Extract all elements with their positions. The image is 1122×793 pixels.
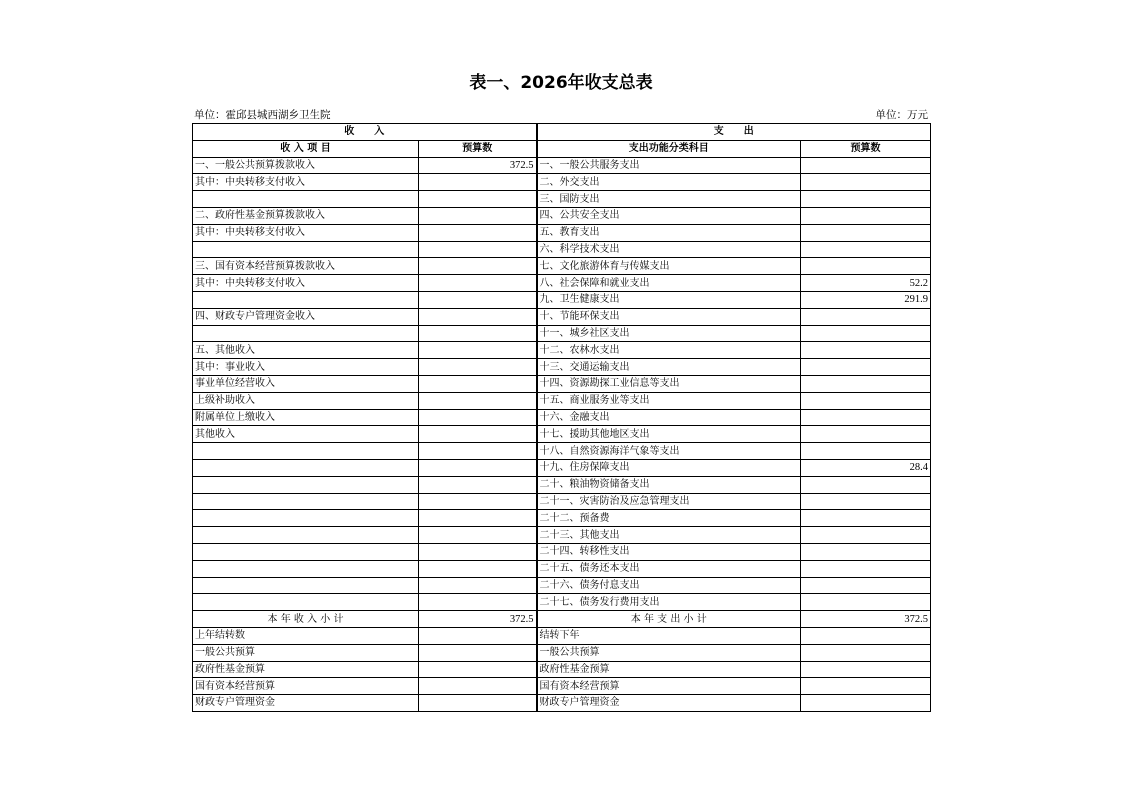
carry-row <box>193 678 931 695</box>
income-item-cell: 五、其他收入 <box>193 342 419 359</box>
expense-amount-cell <box>801 207 931 224</box>
table-row <box>193 493 931 510</box>
expense-item-cell: 三、国防支出 <box>537 191 801 208</box>
income-item-cell: 事业单位经营收入 <box>193 375 419 392</box>
table-row <box>193 443 931 460</box>
carry-income-cell: 一般公共预算 <box>193 644 419 661</box>
expense-item-cell: 二十七、债务发行费用支出 <box>537 594 801 611</box>
expense-item-cell: 二、外交支出 <box>537 174 801 191</box>
carry-row <box>193 695 931 712</box>
budget-table <box>192 123 931 712</box>
expense-item-cell: 十六、金融支出 <box>537 409 801 426</box>
carry-expense-cell: 国有资本经营预算 <box>537 678 801 695</box>
income-amount-header: 预算数 <box>419 140 537 157</box>
carry-expense-amount-cell <box>801 678 931 695</box>
page-title: 表一、2026年收支总表 <box>469 73 653 93</box>
expense-item-cell: 十、节能环保支出 <box>537 308 801 325</box>
income-item-cell <box>193 459 419 476</box>
table-row <box>193 308 931 325</box>
expense-item-cell: 七、文化旅游体育与传媒支出 <box>537 258 801 275</box>
unit-label-right: 单位：万元 <box>875 109 928 121</box>
expense-item-cell: 十八、自然资源海洋气象等支出 <box>537 443 801 460</box>
income-amount-cell <box>419 308 537 325</box>
income-amount-cell: 372.5 <box>419 157 537 174</box>
income-item-cell: 其中：中央转移支付收入 <box>193 174 419 191</box>
table-row <box>193 375 931 392</box>
income-item-cell <box>193 510 419 527</box>
table-row <box>193 476 931 493</box>
income-amount-cell <box>419 543 537 560</box>
expense-amount-cell <box>801 426 931 443</box>
income-item-cell: 三、国有资本经营预算拨款收入 <box>193 258 419 275</box>
income-item-cell <box>193 594 419 611</box>
carry-row <box>193 661 931 678</box>
expense-amount-cell: 28.4 <box>801 459 931 476</box>
income-item-cell <box>193 241 419 258</box>
expense-item-cell: 一、一般公共服务支出 <box>537 157 801 174</box>
unit-label-left: 单位：霍邱县城西湖乡卫生院 <box>194 109 331 121</box>
income-item-cell <box>193 577 419 594</box>
income-amount-cell <box>419 594 537 611</box>
expense-item-cell: 二十二、预备费 <box>537 510 801 527</box>
income-amount-cell <box>419 275 537 292</box>
expense-item-cell: 十一、城乡社区支出 <box>537 325 801 342</box>
income-amount-cell <box>419 375 537 392</box>
expense-amount-header: 预算数 <box>801 140 931 157</box>
expense-amount-cell <box>801 594 931 611</box>
expense-item-cell: 十九、住房保障支出 <box>537 459 801 476</box>
expense-amount-cell <box>801 258 931 275</box>
carry-expense-cell: 财政专户管理资金 <box>537 695 801 712</box>
income-amount-cell <box>419 510 537 527</box>
expense-amount-cell <box>801 241 931 258</box>
carry-expense-cell: 一般公共预算 <box>537 644 801 661</box>
expense-amount-cell <box>801 510 931 527</box>
income-amount-cell <box>419 342 537 359</box>
income-item-cell: 二、政府性基金预算拨款收入 <box>193 207 419 224</box>
carry-expense-amount-cell <box>801 661 931 678</box>
table-row <box>193 359 931 376</box>
expense-item-cell: 二十三、其他支出 <box>537 527 801 544</box>
expense-item-cell: 十四、资源勘探工业信息等支出 <box>537 375 801 392</box>
expense-item-cell: 二十六、债务付息支出 <box>537 577 801 594</box>
carry-expense-cell: 结转下年 <box>537 627 801 644</box>
expense-item-cell: 九、卫生健康支出 <box>537 291 801 308</box>
income-amount-cell <box>419 443 537 460</box>
expense-item-header: 支出功能分类科目 <box>537 140 801 157</box>
expense-amount-cell <box>801 476 931 493</box>
expense-amount-cell <box>801 392 931 409</box>
expense-subtotal-label: 本 年 支 出 小 计 <box>537 611 801 628</box>
income-item-cell: 其中：中央转移支付收入 <box>193 224 419 241</box>
table-row <box>193 241 931 258</box>
income-amount-cell <box>419 577 537 594</box>
income-item-cell <box>193 291 419 308</box>
carry-row <box>193 644 931 661</box>
carry-income-amount-cell <box>419 695 537 712</box>
income-item-cell: 附属单位上缴收入 <box>193 409 419 426</box>
income-item-cell <box>193 476 419 493</box>
expense-item-cell: 八、社会保障和就业支出 <box>537 275 801 292</box>
income-amount-cell <box>419 224 537 241</box>
table-row <box>193 224 931 241</box>
expense-amount-cell <box>801 342 931 359</box>
expense-item-cell: 六、科学技术支出 <box>537 241 801 258</box>
expense-amount-cell <box>801 325 931 342</box>
expense-amount-cell <box>801 375 931 392</box>
income-item-cell <box>193 543 419 560</box>
header-row-group <box>193 124 931 141</box>
table-row <box>193 157 931 174</box>
table-row <box>193 510 931 527</box>
table-row <box>193 543 931 560</box>
expense-subtotal-amount: 372.5 <box>801 611 931 628</box>
expense-amount-cell <box>801 224 931 241</box>
carry-expense-amount-cell <box>801 627 931 644</box>
income-subtotal-label: 本 年 收 入 小 计 <box>193 611 419 628</box>
income-amount-cell <box>419 191 537 208</box>
table-row <box>193 459 931 476</box>
table-row <box>193 275 931 292</box>
table-row <box>193 577 931 594</box>
income-amount-cell <box>419 560 537 577</box>
income-item-cell: 上级补助收入 <box>193 392 419 409</box>
income-item-cell: 四、财政专户管理资金收入 <box>193 308 419 325</box>
income-amount-cell <box>419 459 537 476</box>
carry-income-cell: 上年结转数 <box>193 627 419 644</box>
income-amount-cell <box>419 241 537 258</box>
header-row-columns <box>193 140 931 157</box>
table-row <box>193 191 931 208</box>
expense-item-cell: 四、公共安全支出 <box>537 207 801 224</box>
expense-amount-cell <box>801 359 931 376</box>
carry-income-amount-cell <box>419 678 537 695</box>
income-item-cell <box>193 560 419 577</box>
income-item-cell: 其他收入 <box>193 426 419 443</box>
income-amount-cell <box>419 258 537 275</box>
income-amount-cell <box>419 291 537 308</box>
table-row <box>193 409 931 426</box>
table-body <box>193 157 931 711</box>
expense-amount-cell <box>801 527 931 544</box>
income-subtotal-amount: 372.5 <box>419 611 537 628</box>
income-amount-cell <box>419 359 537 376</box>
income-amount-cell <box>419 207 537 224</box>
expense-header: 支 出 <box>537 124 931 141</box>
income-item-cell <box>193 493 419 510</box>
expense-amount-cell <box>801 308 931 325</box>
expense-amount-cell <box>801 493 931 510</box>
expense-amount-cell <box>801 174 931 191</box>
income-amount-cell <box>419 409 537 426</box>
table-row <box>193 560 931 577</box>
expense-item-cell: 二十五、债务还本支出 <box>537 560 801 577</box>
income-item-cell <box>193 191 419 208</box>
expense-item-cell: 五、教育支出 <box>537 224 801 241</box>
carry-income-cell: 国有资本经营预算 <box>193 678 419 695</box>
carry-income-amount-cell <box>419 627 537 644</box>
expense-amount-cell <box>801 157 931 174</box>
table-row <box>193 291 931 308</box>
income-item-cell <box>193 443 419 460</box>
expense-amount-cell: 291.9 <box>801 291 931 308</box>
expense-amount-cell <box>801 191 931 208</box>
income-header: 收 入 <box>193 124 537 141</box>
expense-amount-cell <box>801 443 931 460</box>
table-row <box>193 342 931 359</box>
income-amount-cell <box>419 426 537 443</box>
subtotal-row <box>193 611 931 628</box>
carry-income-amount-cell <box>419 661 537 678</box>
expense-amount-cell <box>801 409 931 426</box>
carry-expense-amount-cell <box>801 695 931 712</box>
table-row <box>193 392 931 409</box>
table-row <box>193 258 931 275</box>
expense-item-cell: 十七、援助其他地区支出 <box>537 426 801 443</box>
expense-amount-cell <box>801 543 931 560</box>
expense-item-cell: 二十、粮油物资储备支出 <box>537 476 801 493</box>
income-item-cell: 其中：事业收入 <box>193 359 419 376</box>
expense-item-cell: 二十一、灾害防治及应急管理支出 <box>537 493 801 510</box>
income-item-header: 收 入 项 目 <box>193 140 419 157</box>
carry-row <box>193 627 931 644</box>
table-row <box>193 426 931 443</box>
income-item-cell <box>193 527 419 544</box>
carry-income-cell: 政府性基金预算 <box>193 661 419 678</box>
table-row <box>193 174 931 191</box>
income-amount-cell <box>419 476 537 493</box>
expense-amount-cell <box>801 560 931 577</box>
table-row <box>193 325 931 342</box>
income-amount-cell <box>419 174 537 191</box>
expense-amount-cell: 52.2 <box>801 275 931 292</box>
expense-item-cell: 二十四、转移性支出 <box>537 543 801 560</box>
expense-item-cell: 十二、农林水支出 <box>537 342 801 359</box>
income-item-cell: 其中：中央转移支付收入 <box>193 275 419 292</box>
income-amount-cell <box>419 527 537 544</box>
carry-expense-cell: 政府性基金预算 <box>537 661 801 678</box>
expense-item-cell: 十五、商业服务业等支出 <box>537 392 801 409</box>
income-amount-cell <box>419 325 537 342</box>
expense-item-cell: 十三、交通运输支出 <box>537 359 801 376</box>
carry-expense-amount-cell <box>801 644 931 661</box>
table-row <box>193 527 931 544</box>
carry-income-amount-cell <box>419 644 537 661</box>
income-amount-cell <box>419 493 537 510</box>
income-amount-cell <box>419 392 537 409</box>
table-row <box>193 207 931 224</box>
income-item-cell: 一、一般公共预算拨款收入 <box>193 157 419 174</box>
expense-amount-cell <box>801 577 931 594</box>
table-row <box>193 594 931 611</box>
income-item-cell <box>193 325 419 342</box>
carry-income-cell: 财政专户管理资金 <box>193 695 419 712</box>
